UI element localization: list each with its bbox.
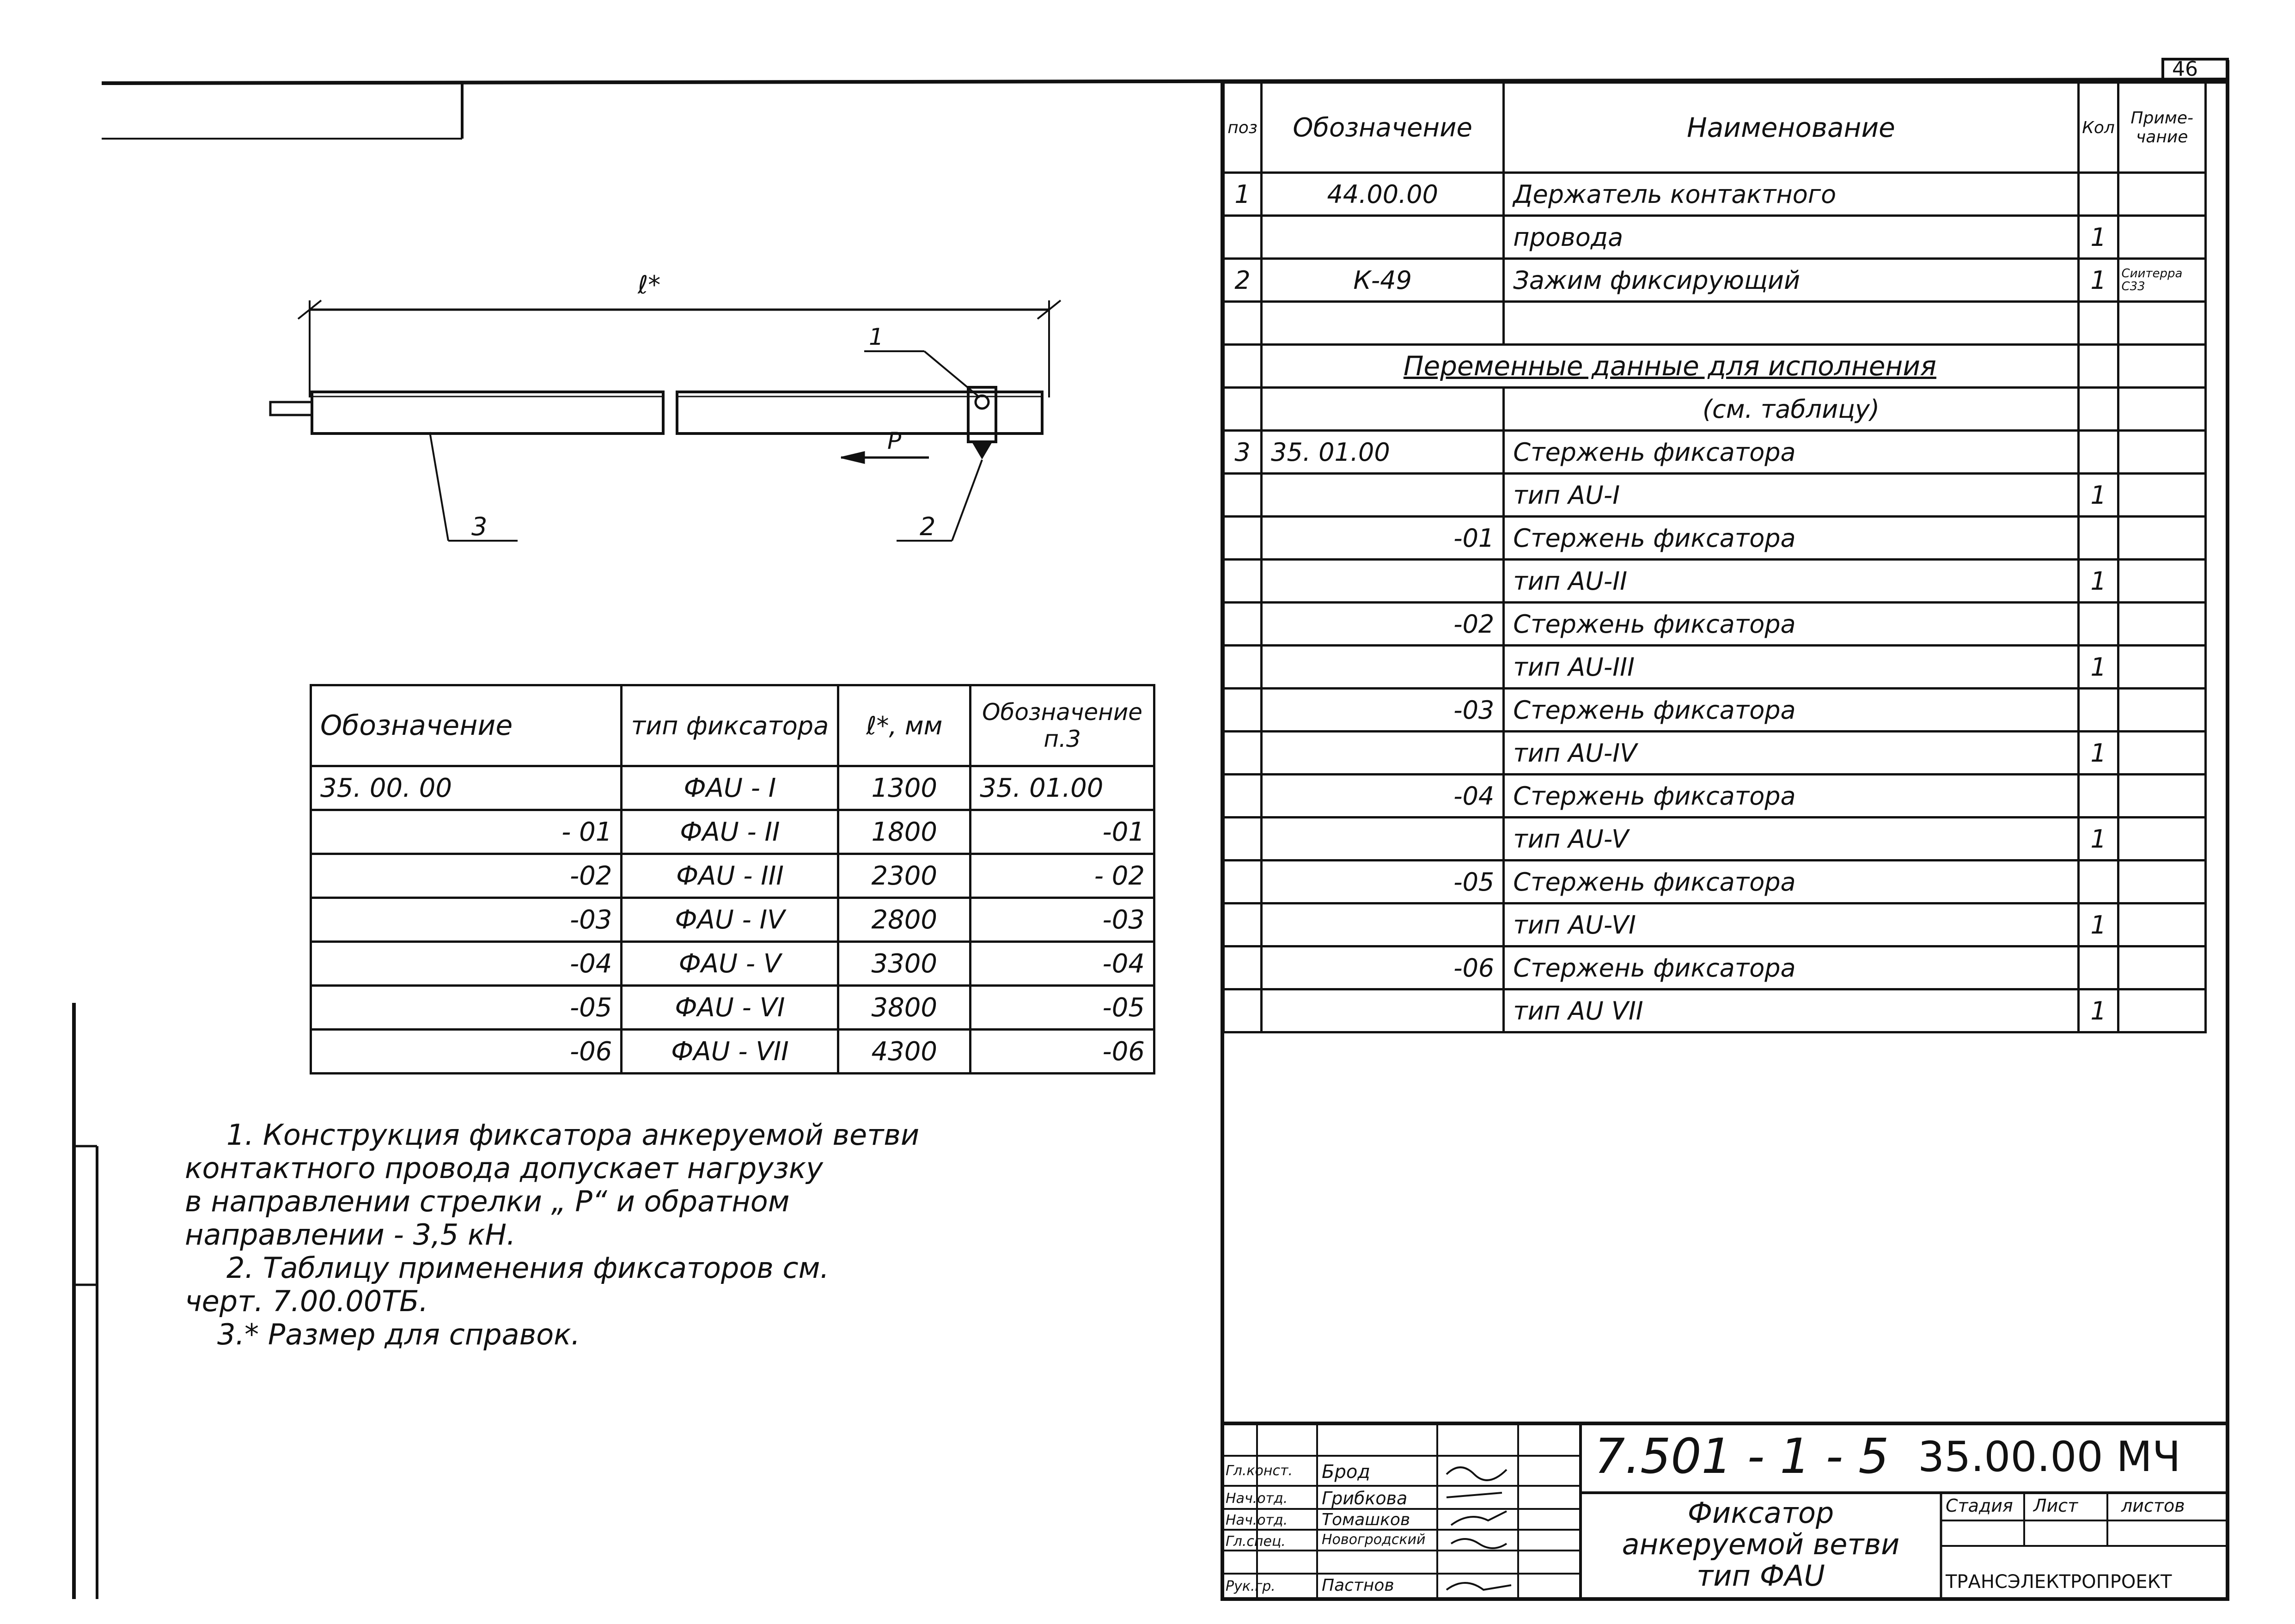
cell-qty	[2078, 775, 2118, 818]
table-row	[1224, 259, 2206, 302]
cell-designation: -05	[1262, 861, 1504, 904]
cell-name: Стержень фиксатора	[1504, 861, 2078, 904]
cell-note	[2118, 173, 2206, 216]
cell-qty: 1	[2078, 818, 2118, 861]
cell-pos: 1	[1224, 173, 1262, 216]
note-line: 3.* Размер для справок.	[217, 1318, 580, 1351]
table-row	[1224, 775, 2206, 818]
table-row	[1224, 388, 2206, 431]
callout-3: 3	[471, 512, 488, 541]
header-note: Приме- чание	[2118, 83, 2206, 173]
stage-label: Стадия	[1946, 1496, 2013, 1516]
cell-designation: -04	[1262, 775, 1504, 818]
table-row	[311, 1030, 1154, 1074]
table-row	[1224, 302, 2206, 345]
cell-length: 1800	[838, 810, 970, 854]
cell-designation: -06	[1262, 946, 1504, 989]
title-line: анкеруемой ветви	[1622, 1527, 1900, 1561]
cell-type: ФАU - V	[622, 942, 838, 986]
table-row	[1224, 173, 2206, 216]
variant-table	[310, 684, 1155, 1075]
organization: ТРАНСЭЛЕКТРОПРОЕКТ	[1946, 1571, 2172, 1593]
cell-name: Стержень фиксатора	[1504, 775, 2078, 818]
note-line: в направлении стрелки „ P“ и обратном	[185, 1184, 790, 1218]
header-qty: Кол	[2078, 83, 2118, 173]
cell-name: Стержень фиксатора	[1504, 946, 2078, 989]
rod-end-stub	[270, 402, 312, 415]
title-line: тип ФАU	[1697, 1559, 1825, 1593]
cell-type: ФАU - VI	[622, 986, 838, 1030]
cell-length: 2300	[838, 854, 970, 898]
dimension-label: ℓ*	[638, 270, 661, 299]
cell-name: тип АU-VI	[1504, 904, 2078, 946]
cell-length: 2800	[838, 898, 970, 942]
title-line: Фиксатор	[1687, 1496, 1834, 1530]
notes-block	[185, 1118, 919, 1351]
callout-1: 1	[869, 324, 884, 350]
header-name: Наименование	[1504, 83, 2078, 173]
cell-designation	[1262, 989, 1504, 1032]
note-line: направлении - 3,5 кН.	[185, 1218, 516, 1252]
name-cell: Пастнов	[1322, 1576, 1394, 1595]
role-cell: Нач.отд.	[1226, 1490, 1288, 1507]
cell-pos: 2	[1224, 259, 1262, 302]
table-row	[1224, 989, 2206, 1032]
drawing-title	[1590, 1497, 1932, 1592]
role-cell: Гл.спец.	[1226, 1533, 1286, 1550]
name-cell: Грибкова	[1322, 1488, 1408, 1508]
cell-qty	[2078, 431, 2118, 474]
cell-designation	[1262, 646, 1504, 689]
cell-designation	[1262, 474, 1504, 517]
sheet-label: Лист	[2033, 1496, 2078, 1516]
cell-note	[2118, 216, 2206, 259]
cell-name: Стержень фиксатора	[1504, 603, 2078, 646]
cell-ref: -03	[970, 898, 1154, 942]
cell-designation: 44.00.00	[1262, 173, 1504, 216]
cell-designation: К-49	[1262, 259, 1504, 302]
sheets-label: листов	[2121, 1496, 2185, 1516]
table-row	[1224, 904, 2206, 946]
cell-qty	[2078, 517, 2118, 560]
cell-name: Стержень фиксатора	[1504, 431, 2078, 474]
force-label: P	[887, 427, 902, 454]
table-row	[311, 942, 1154, 986]
cell-designation	[1262, 732, 1504, 775]
cell-designation	[1262, 904, 1504, 946]
table-row	[1224, 603, 2206, 646]
cell-name: Стержень фиксатора	[1504, 517, 2078, 560]
cell-name: тип АU-IV	[1504, 732, 2078, 775]
cell-designation: -03	[311, 898, 622, 942]
table-row	[1224, 216, 2206, 259]
cell-designation: 35. 01.00	[1262, 431, 1504, 474]
cell-designation: -03	[1262, 689, 1504, 732]
table-row	[311, 898, 1154, 942]
cell-qty	[2078, 173, 2118, 216]
project-code: 7.501 - 1 - 5	[1594, 1428, 1889, 1484]
note-line: контактного провода допускает нагрузку	[185, 1151, 823, 1185]
table-row	[1224, 946, 2206, 989]
cell-designation: 35. 00. 00	[311, 766, 622, 810]
section-heading-row	[1224, 345, 2206, 388]
cell-designation	[1262, 216, 1504, 259]
header-designation: Обозначение	[1262, 83, 1504, 173]
header-length: ℓ*, мм	[838, 685, 970, 766]
cell-designation: -02	[1262, 603, 1504, 646]
table-row	[1224, 861, 2206, 904]
cell-designation: -02	[311, 854, 622, 898]
callout-2: 2	[920, 512, 936, 541]
cell-note: Сиитерра С33	[2118, 259, 2206, 302]
cell-qty	[2078, 946, 2118, 989]
header-ref: Обозначение п.3	[970, 685, 1154, 766]
cell-ref: -01	[970, 810, 1154, 854]
cell-designation: - 01	[311, 810, 622, 854]
cell-designation: -06	[311, 1030, 622, 1074]
cell-name: тип АU-III	[1504, 646, 2078, 689]
cell-designation	[1262, 560, 1504, 603]
name-cell: Новогродский	[1322, 1532, 1426, 1548]
section-heading: Переменные данные для исполнения	[1262, 345, 2079, 388]
cell-ref: -05	[970, 986, 1154, 1030]
cell-qty: 1	[2078, 560, 2118, 603]
cell-type: ФАU - II	[622, 810, 838, 854]
table-row	[311, 766, 1154, 810]
cell-type: ФАU - III	[622, 854, 838, 898]
table-row	[1224, 732, 2206, 775]
variant-table-header	[311, 685, 1154, 766]
table-row	[1224, 646, 2206, 689]
document-code: 35.00.00 МЧ	[1918, 1433, 2181, 1481]
note-line: черт. 7.00.00ТБ.	[185, 1284, 428, 1318]
cell-length: 3800	[838, 986, 970, 1030]
table-row	[1224, 517, 2206, 560]
name-cell: Брод	[1322, 1461, 1370, 1483]
sheet-number: 46	[2172, 57, 2198, 81]
cell-name: тип АU-V	[1504, 818, 2078, 861]
cell-length: 3300	[838, 942, 970, 986]
role-cell: Рук.гр.	[1226, 1578, 1276, 1594]
cell-designation: -04	[311, 942, 622, 986]
cell-name: Держатель контактного	[1504, 173, 2078, 216]
cell-qty: 1	[2078, 904, 2118, 946]
cell-designation	[1262, 818, 1504, 861]
cell-ref: 35. 01.00	[970, 766, 1154, 810]
table-row	[311, 810, 1154, 854]
header-type: тип фиксатора	[622, 685, 838, 766]
cell-length: 1300	[838, 766, 970, 810]
table-row	[1224, 560, 2206, 603]
cell-qty: 1	[2078, 216, 2118, 259]
cell-designation: -05	[311, 986, 622, 1030]
header-designation: Обозначение	[311, 685, 622, 766]
spec-header	[1224, 83, 2206, 173]
name-cell: Томашков	[1322, 1510, 1410, 1529]
cell-name: тип АU-I	[1504, 474, 2078, 517]
cell-type: ФАU - I	[622, 766, 838, 810]
table-row	[1224, 818, 2206, 861]
cell-ref: - 02	[970, 854, 1154, 898]
table-row	[1224, 431, 2206, 474]
cell-name: провода	[1504, 216, 2078, 259]
cell-qty: 1	[2078, 732, 2118, 775]
cell-qty: 1	[2078, 989, 2118, 1032]
cell-qty: 1	[2078, 474, 2118, 517]
cell-ref: -06	[970, 1030, 1154, 1074]
cell-qty: 1	[2078, 646, 2118, 689]
table-row	[1224, 689, 2206, 732]
table-row	[1224, 474, 2206, 517]
cell-type: ФАU - VII	[622, 1030, 838, 1074]
cell-name: тип АU-II	[1504, 560, 2078, 603]
cell-pos: 3	[1224, 431, 1262, 474]
cell-qty	[2078, 689, 2118, 732]
rod-segment-left	[312, 392, 663, 433]
cell-name: Стержень фиксатора	[1504, 689, 2078, 732]
cell-name: (см. таблицу)	[1504, 388, 2078, 431]
header-pos: поз	[1224, 83, 1262, 173]
cell-ref: -04	[970, 942, 1154, 986]
note-line: 2. Таблицу применения фиксаторов см.	[226, 1251, 830, 1285]
note-line: 1. Конструкция фиксатора анкеруемой ветви	[226, 1118, 920, 1152]
role-cell: Нач.отд.	[1226, 1512, 1288, 1528]
table-row	[311, 854, 1154, 898]
cell-length: 4300	[838, 1030, 970, 1074]
cell-qty: 1	[2078, 259, 2118, 302]
cell-pos	[1224, 216, 1262, 259]
specification-table	[1222, 81, 2207, 1033]
cell-qty	[2078, 603, 2118, 646]
table-row	[311, 986, 1154, 1030]
role-cell: Гл.конст.	[1226, 1463, 1293, 1479]
cell-name: тип АU VII	[1504, 989, 2078, 1032]
cell-name: Зажим фиксирующий	[1504, 259, 2078, 302]
cell-designation: -01	[1262, 517, 1504, 560]
cell-qty	[2078, 861, 2118, 904]
clamp-shape	[973, 442, 991, 458]
cell-type: ФАU - IV	[622, 898, 838, 942]
